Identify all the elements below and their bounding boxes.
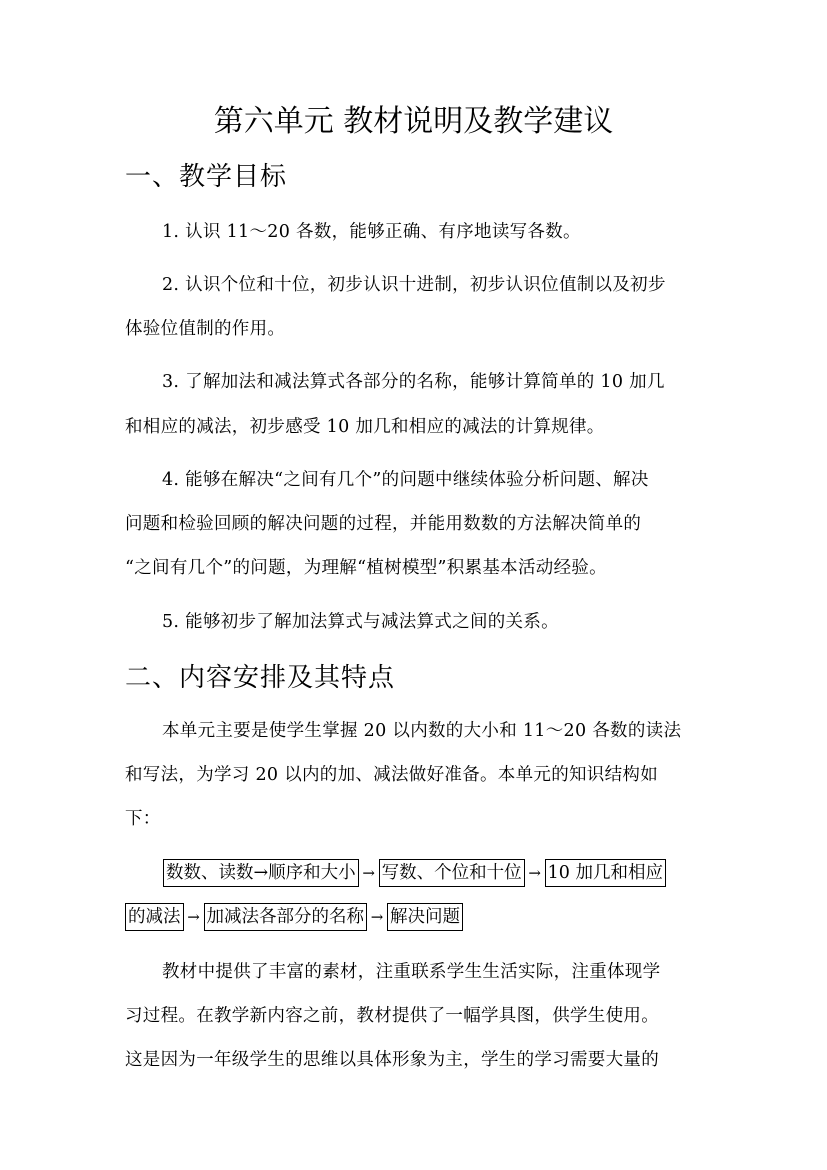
paragraph-line-1: 教材中提供了丰富的素材，注重联系学生生活实际，注重体现学 (162, 962, 661, 982)
flow-box-writing-place-value: 写数、个位和十位 (379, 859, 525, 887)
goal-1-line-1: 1. 认识 11～20 各数，能够正确、有序地读写各数。 (162, 222, 581, 242)
knowledge-structure-row-1 (163, 859, 666, 887)
section-heading-content-arrangement: 二、内容安排及其特点 (125, 663, 396, 693)
goal-4-line-2: 问题和检验回顾的解决问题的过程，并能用数数的方法解决简单的 (125, 514, 642, 534)
knowledge-structure-row-2 (125, 903, 463, 931)
paragraph-line-3: 这是因为一年级学生的思维以具体形象为主，学生的学习需要大量的 (125, 1050, 659, 1070)
flow-arrow-icon: → (362, 864, 375, 882)
intro-line-2: 和写法，为学习 20 以内的加、减法做好准备。本单元的知识结构如 (125, 765, 658, 785)
flow-arrow-icon: → (370, 908, 384, 926)
goal-3-line-1: 3. 了解加法和减法算式各部分的名称，能够计算简单的 10 加几 (162, 372, 665, 392)
paragraph-line-2: 习过程。在教学新内容之前，教材提供了一幅学具图，供学生使用。 (125, 1006, 659, 1026)
flow-box-ten-plus-part-1: 10 加几和相应 (545, 859, 666, 887)
intro-line-3: 下： (125, 809, 161, 829)
flow-box-problem-solving: 解决问题 (387, 903, 463, 931)
flow-arrow-icon: → (528, 864, 541, 882)
flow-box-ten-plus-part-2: 的减法 (125, 903, 184, 931)
section-heading-teaching-goals: 一、教学目标 (125, 162, 288, 192)
page-title: 第六单元 教材说明及教学建议 (213, 104, 614, 139)
intro-line-1: 本单元主要是使学生掌握 20 以内数的大小和 11～20 各数的读法 (162, 721, 682, 741)
flow-box-equation-parts: 加减法各部分的名称 (204, 903, 368, 931)
goal-4-line-1: 4. 能够在解决“之间有几个”的问题中继续体验分析问题、解决 (162, 470, 649, 490)
flow-box-counting-reading: 数数、读数→顺序和大小 (163, 859, 359, 887)
goal-2-line-1: 2. 认识个位和十位，初步认识十进制，初步认识位值制以及初步 (162, 275, 666, 295)
goal-3-line-2: 和相应的减法，初步感受 10 加几和相应的减法的计算规律。 (125, 417, 605, 437)
goal-4-line-3: “之间有几个”的问题，为理解“植树模型”积累基本活动经验。 (125, 558, 607, 578)
flow-arrow-icon: → (187, 908, 200, 926)
goal-5-line-1: 5. 能够初步了解加法算式与减法算式之间的关系。 (162, 612, 559, 632)
goal-2-line-2: 体验位值制的作用。 (125, 319, 286, 339)
